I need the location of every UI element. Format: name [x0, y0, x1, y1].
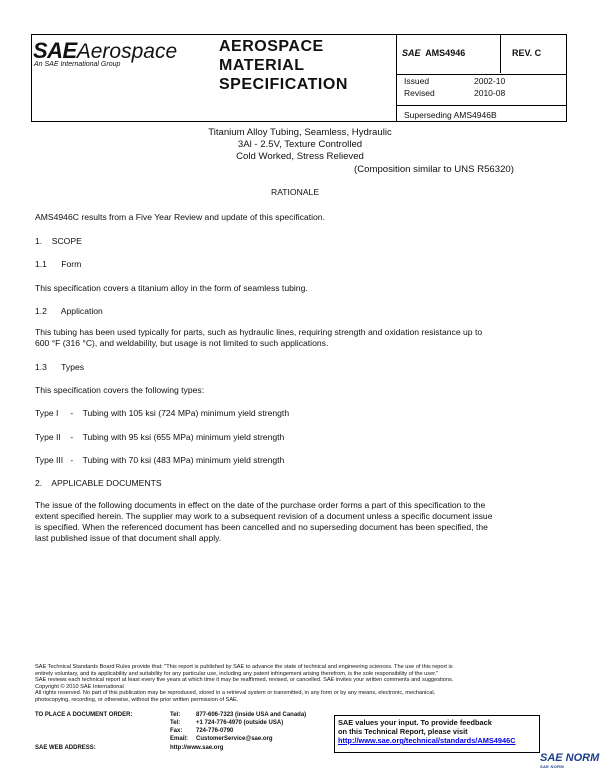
type-2-line: Type II - Tubing with 95 ksi (655 MPa) minimum yield strength: [35, 432, 285, 442]
logo-subtitle: An SAE International Group: [34, 61, 121, 68]
doc-number-value: AMS4946: [425, 48, 466, 58]
spec-title: [219, 37, 348, 94]
tel-label: Tel:: [170, 712, 181, 718]
email-link[interactable]: CustomerService@sae.org: [196, 736, 273, 742]
section-2-text-line: extent specified herein. The supplier may work to a subsequent revision of a document unless a specific document issue: [35, 511, 493, 521]
spec-title-line: AEROSPACE: [219, 38, 324, 55]
sae-norm-watermark: [540, 752, 599, 769]
logo-aerospace: Aerospace: [76, 40, 178, 63]
footer-legal-line: entirely voluntary, and its applicability and suitability for any particular use, including any patent infringement arising therefrom, is the sole responsibility of the user.": [35, 670, 439, 677]
revised-value: 2010-08: [474, 88, 506, 98]
type-1-line: Type I - Tubing with 105 ksi (724 MPa) minimum yield strength: [35, 408, 290, 418]
fax-label: Fax:: [170, 728, 183, 734]
section-1-2-text-line: 600 °F (316 °C), and weldability, but usage is not limited to such applications.: [35, 338, 329, 348]
spec-title-line: MATERIAL: [219, 57, 305, 74]
order-label: TO PLACE A DOCUMENT ORDER:: [35, 712, 133, 718]
footer-legal-line: SAE Technical Standards Board Rules provide that: "This report is published by SAE to advance the state of technical and engineering sciences. The use of this report is: [35, 664, 453, 670]
header-divider: [396, 74, 566, 75]
footer-legal-line: All rights reserved. No part of this publication may be reproduced, stored in a retrieval system or transmitted, in any form or by any means, electronic, mechanical,: [35, 690, 436, 697]
section-2-text-line: last published issue of that document shall apply.: [35, 533, 222, 543]
section-1-heading: 1. SCOPE: [35, 236, 82, 246]
watermark-sub: SAE NORM: [540, 764, 564, 769]
feedback-box: [334, 715, 540, 753]
tel-2: +1 724-776-4970 (outside USA): [196, 720, 284, 726]
doc-title-line: Titanium Alloy Tubing, Seamless, Hydraulic: [208, 127, 392, 138]
watermark-text: SAE NORM: [540, 752, 600, 764]
section-2-text-line: is specified. When the referenced document has been cancelled and no superseding document has been specified, the: [35, 522, 488, 532]
rev-label: REV. C: [512, 48, 542, 58]
revised-label: Revised: [404, 88, 435, 98]
section-1-1-heading: 1.1 Form: [35, 259, 82, 269]
document-title: [0, 127, 600, 163]
feedback-link[interactable]: http://www.sae.org/technical/standards/AMS4946C: [338, 736, 516, 745]
rationale-text: AMS4946C results from a Five Year Review and update of this specification.: [35, 212, 325, 222]
doc-title-composition: (Composition similar to UNS R56320): [354, 164, 514, 175]
tel-1: 877-606-7323 (inside USA and Canada): [196, 712, 307, 718]
section-1-2-heading: 1.2 Application: [35, 306, 103, 316]
section-2-text-line: The issue of the following documents in effect on the date of the purchase order forms a part of this specification to the: [35, 500, 486, 510]
footer-legal: [35, 664, 565, 704]
issued-label: Issued: [404, 76, 430, 86]
web-link[interactable]: http://www.sae.org: [170, 745, 224, 751]
footer-legal-line: Copyright © 2010 SAE International: [35, 683, 124, 690]
doc-title-line: 3Al - 2.5V, Texture Controlled: [237, 139, 363, 150]
doc-title-line: Cold Worked, Stress Relieved: [236, 151, 364, 162]
web-label: SAE WEB ADDRESS:: [35, 745, 96, 751]
footer-legal-line: SAE reviews each technical report at least every five years at which time it may be reaffirmed, revised, or cancelled. SAE invites your written comments and suggestions.: [35, 677, 454, 684]
email-label: Email:: [170, 736, 189, 742]
tel-label: Tel:: [170, 720, 181, 726]
rationale-heading: RATIONALE: [271, 187, 320, 197]
section-1-3-text: This specification covers the following types:: [35, 385, 205, 395]
sae-small-logo: SAE: [402, 48, 421, 58]
issued-value: 2002-10: [474, 76, 506, 86]
type-3-line: Type III - Tubing with 70 ksi (483 MPa) minimum yield strength: [35, 455, 285, 465]
doc-number: [402, 48, 465, 58]
header-divider: [500, 35, 501, 73]
header-divider: [396, 35, 397, 121]
spec-title-line: SPECIFICATION: [219, 76, 348, 93]
section-2-heading: 2. APPLICABLE DOCUMENTS: [35, 478, 162, 488]
section-1-3-heading: 1.3 Types: [35, 362, 85, 372]
header-divider: [396, 105, 566, 106]
fax-number: 724-776-0790: [196, 728, 234, 734]
footer-legal-line: photocopying, recording, or otherwise, without the prior written permission of SAE.: [35, 696, 239, 703]
section-1-1-text: This specification covers a titanium alloy in the form of seamless tubing.: [35, 283, 308, 293]
section-1-2-text-line: This tubing has been used typically for parts, such as hydraulic lines, requiring strength and oxidation resistance up to: [35, 327, 483, 337]
logo-sae: SAE: [33, 38, 77, 63]
feedback-line: SAE values your input. To provide feedback: [338, 718, 492, 727]
superseding: Superseding AMS4946B: [404, 110, 497, 120]
feedback-line: on this Technical Report, please visit: [338, 727, 468, 736]
